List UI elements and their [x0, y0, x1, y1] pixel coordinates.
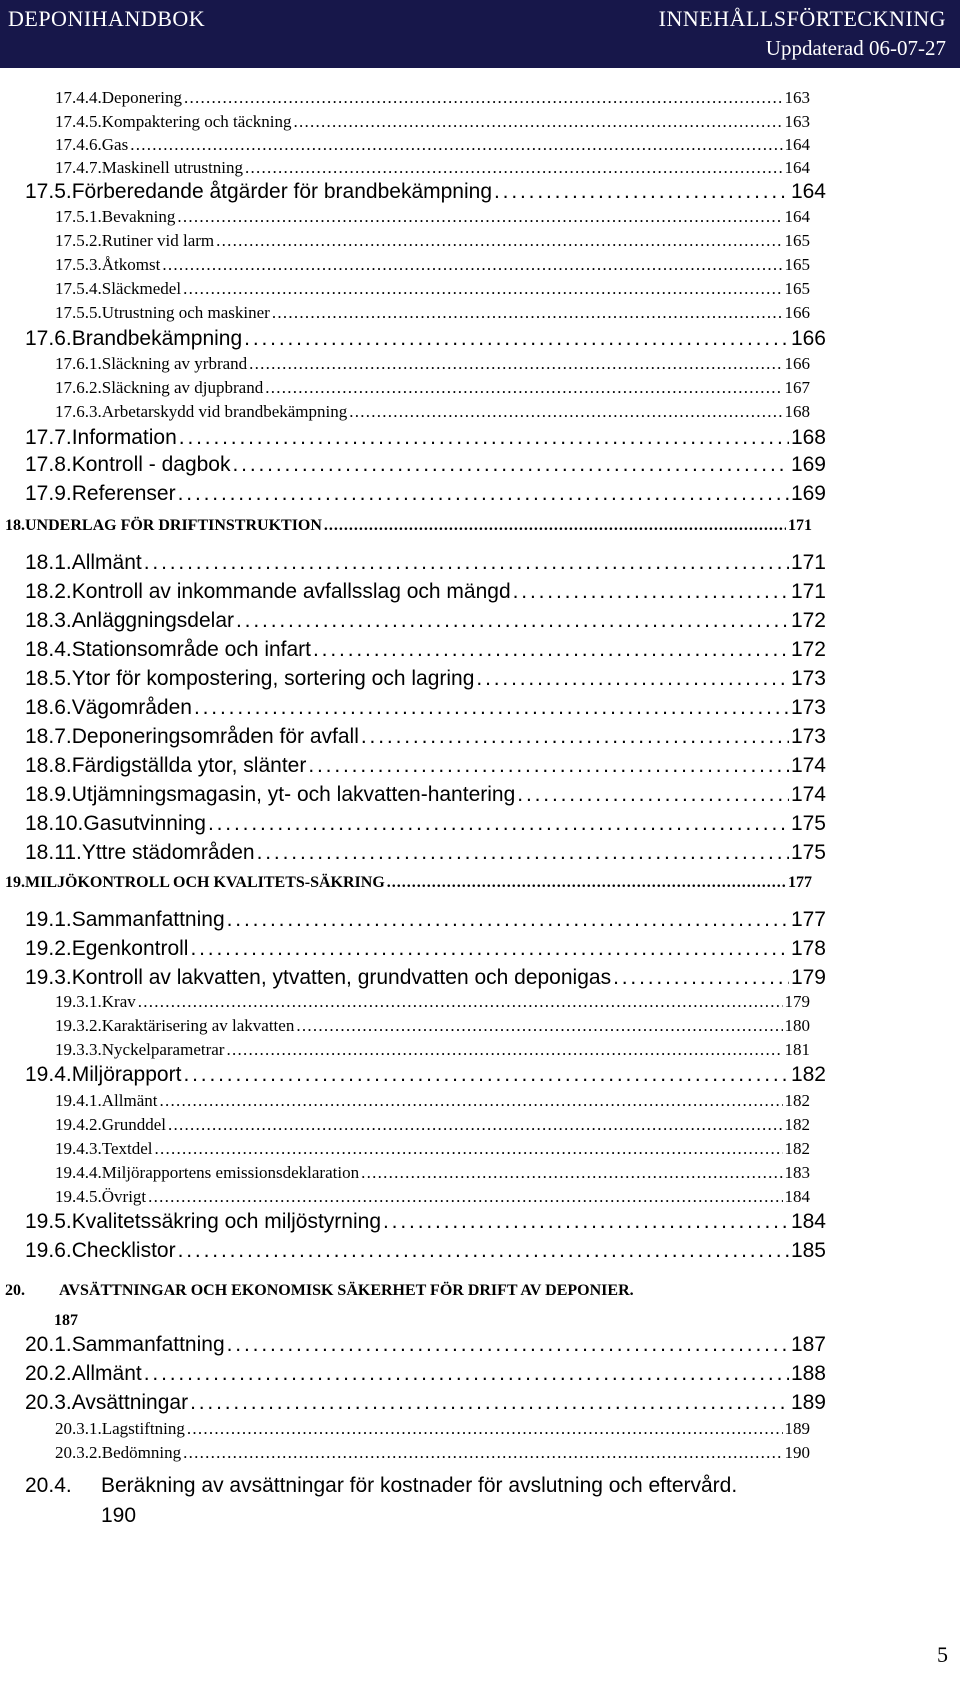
toc-entry-page: 181 — [784, 1040, 810, 1059]
toc-entry[interactable] — [0, 1443, 810, 1467]
toc-entry-title: Släckmedel — [101, 279, 182, 298]
toc-entry-title: Sammanfattning — [71, 1333, 225, 1356]
toc-entry[interactable] — [0, 135, 810, 159]
toc-entry-title: Övrigt — [101, 1187, 147, 1206]
leader-dots — [184, 88, 782, 108]
toc-entry-page: 173 — [790, 696, 826, 719]
toc-entry[interactable] — [0, 667, 826, 696]
leader-dots — [265, 378, 782, 398]
toc-entry-page: 187 — [54, 1312, 78, 1329]
leader-dots — [194, 696, 789, 720]
leader-dots — [383, 1210, 789, 1234]
leader-dots — [249, 354, 782, 374]
leader-dots — [216, 231, 782, 251]
toc-entry[interactable] — [5, 1282, 634, 1329]
toc-entry[interactable] — [0, 402, 810, 426]
toc-entry-title: Utjämningsmagasin, yt- och lakvatten-hantering — [71, 783, 516, 806]
toc-entry-number: 17.6.3. — [55, 402, 102, 421]
toc-entry-number: 19.4.3. — [55, 1139, 102, 1158]
toc-entry-title: Textdel — [101, 1139, 153, 1158]
toc-entry-number: 17.4.6. — [55, 135, 102, 154]
toc-entry-title: Miljörapportens emissionsdeklaration — [101, 1163, 360, 1182]
leader-dots — [387, 874, 786, 892]
toc-entry-page: 165 — [784, 255, 810, 274]
toc-entry-title: Krav — [101, 992, 136, 1011]
toc-entry-page: 189 — [784, 1419, 810, 1438]
leader-dots — [130, 135, 782, 155]
toc-entry-title: Egenkontroll — [71, 937, 189, 960]
toc-entry[interactable] — [0, 1091, 810, 1115]
leader-dots — [144, 551, 789, 575]
toc-entry-number: 18.6. — [25, 696, 72, 719]
toc-entry-number: 17.4.4. — [55, 88, 102, 107]
toc-entry-page: 173 — [790, 725, 826, 748]
toc-entry-number: 20.3.2. — [55, 1443, 102, 1462]
leader-dots — [148, 1187, 782, 1207]
toc-entry-page: 177 — [790, 908, 826, 931]
toc-entry-page: 165 — [784, 279, 810, 298]
toc-entry-title: Släckning av yrbrand — [101, 354, 248, 373]
toc-entry[interactable] — [0, 812, 826, 841]
toc-entry-number: 17.8. — [25, 453, 72, 476]
toc-entry-title: Ytor för kompostering, sortering och lagring — [71, 667, 475, 690]
toc-entry-title: Checklistor — [71, 1239, 176, 1262]
toc-entry[interactable] — [0, 1040, 810, 1064]
toc-entry[interactable] — [0, 207, 810, 231]
toc-entry-page: 167 — [784, 378, 810, 397]
toc-entry[interactable] — [0, 426, 826, 455]
leader-dots — [236, 609, 789, 633]
page-number: 5 — [937, 1642, 948, 1667]
leader-dots — [361, 725, 789, 749]
toc-entry-title: Kontroll av inkommande avfallsslag och mängd — [71, 580, 511, 603]
toc-entry[interactable] — [0, 783, 826, 812]
updated-date: Uppdaterad 06-07-27 — [765, 36, 946, 60]
toc-entry-title: Gasutvinning — [83, 812, 206, 835]
toc-entry-page: 172 — [790, 609, 826, 632]
toc-entry-page: 175 — [790, 841, 826, 864]
leader-dots — [324, 517, 786, 535]
toc-entry-number: 20.4. — [25, 1474, 72, 1497]
toc-entry-title: Maskinell utrustning — [101, 158, 243, 177]
toc-entry-number: 17.6. — [25, 327, 72, 350]
toc-entry-title: Stationsområde och infart — [71, 638, 312, 661]
toc-entry[interactable] — [0, 303, 810, 327]
leader-dots — [494, 180, 789, 204]
leader-dots — [308, 754, 789, 778]
toc-entry-title: Lagstiftning — [101, 1419, 185, 1438]
leader-dots — [162, 255, 782, 275]
leader-dots — [232, 453, 788, 477]
toc-entry[interactable] — [0, 874, 812, 898]
toc-entry-number: 20.1. — [25, 1333, 72, 1356]
toc-entry-number: 19. — [5, 874, 25, 891]
toc-entry-title: Kontroll - dagbok — [71, 453, 231, 476]
toc-entry[interactable] — [0, 1391, 826, 1420]
toc-entry-number: 17.6.1. — [55, 354, 102, 373]
toc-entry-page: 177 — [788, 874, 812, 891]
toc-entry-number: 19.4.1. — [55, 1091, 102, 1110]
leader-dots — [613, 966, 789, 990]
toc-entry-page: 182 — [790, 1063, 826, 1086]
toc-entry[interactable] — [0, 180, 826, 209]
toc-entry-title: Färdigställda ytor, slänter — [71, 754, 307, 777]
toc-entry-title: Kontroll av lakvatten, ytvatten, grundvatten och deponigas — [71, 966, 612, 989]
toc-entry[interactable] — [0, 609, 826, 638]
toc-entry-title: Allmänt — [71, 551, 142, 574]
toc-entry-title: Sammanfattning — [71, 908, 225, 931]
toc-entry-number: 17.6.2. — [55, 378, 102, 397]
toc-entry-number: 18.10. — [25, 812, 84, 835]
toc-entry-title: Anläggningsdelar — [71, 609, 235, 632]
leader-dots — [190, 1391, 789, 1415]
toc-entry-page: 171 — [790, 580, 826, 603]
toc-entry-title: Deponering — [101, 88, 183, 107]
toc-entry[interactable] — [0, 551, 826, 580]
toc-entry-number: 20.3.1. — [55, 1419, 102, 1438]
toc-entry-number: 18. — [5, 517, 25, 534]
toc-entry-title: Allmänt — [101, 1091, 158, 1110]
leader-dots — [179, 426, 789, 450]
leader-dots — [257, 841, 789, 865]
toc-entry-number: 19.4.2. — [55, 1115, 102, 1134]
toc-entry-page: 168 — [790, 426, 826, 449]
leader-dots — [168, 1115, 783, 1135]
toc-entry-title: Kvalitetssäkring och miljöstyrning — [71, 1210, 382, 1233]
toc-entry-title: Rutiner vid larm — [101, 231, 215, 250]
toc-entry-title: Gas — [101, 135, 129, 154]
toc-entry-number: 18.2. — [25, 580, 72, 603]
leader-dots — [245, 158, 783, 178]
toc-entry[interactable] — [0, 1139, 810, 1163]
toc-entry-number: 18.3. — [25, 609, 72, 632]
toc-entry[interactable] — [0, 841, 826, 870]
leader-dots — [513, 580, 789, 604]
toc-entry-page: 179 — [784, 992, 810, 1011]
toc-entry[interactable] — [0, 1210, 826, 1239]
toc-entry-number: 19.3. — [25, 966, 72, 989]
toc-entry-page: 184 — [784, 1187, 810, 1206]
toc-entry-page: 182 — [784, 1091, 810, 1110]
toc-entry-number: 19.5. — [25, 1210, 72, 1233]
toc-entry-number: 20. — [5, 1282, 25, 1299]
toc-entry-page: 189 — [790, 1391, 826, 1414]
toc-entry-page: 166 — [784, 303, 810, 322]
leader-dots — [159, 1091, 782, 1111]
toc-entry-page: 173 — [790, 667, 826, 690]
toc-entry[interactable] — [0, 1063, 826, 1092]
toc-entry[interactable] — [0, 88, 810, 112]
toc-entry-page: 190 — [101, 1504, 137, 1527]
toc-entry-number: 17.9. — [25, 482, 72, 505]
toc-entry[interactable] — [0, 482, 826, 511]
toc-entry-number: 17.4.7. — [55, 158, 102, 177]
toc-entry-number: 17.5.1. — [55, 207, 102, 226]
toc-entry-number: 18.9. — [25, 783, 72, 806]
toc-entry[interactable] — [0, 279, 810, 303]
toc-entry-page: 175 — [790, 812, 826, 835]
leader-dots — [190, 937, 788, 961]
leader-dots — [178, 1239, 789, 1263]
toc-entry-page: 171 — [790, 551, 826, 574]
leader-dots — [227, 908, 789, 932]
toc-entry-title: Karaktärisering av lakvatten — [101, 1016, 295, 1035]
leader-dots — [183, 279, 782, 299]
toc-entry[interactable] — [0, 327, 826, 356]
document-title: DEPONIHANDBOK — [8, 6, 206, 31]
toc-entry-page: 164 — [784, 135, 810, 154]
leader-dots — [183, 1063, 789, 1087]
toc-entry[interactable] — [0, 255, 810, 279]
toc-entry-number: 17.5.2. — [55, 231, 102, 250]
toc-entry-page: 164 — [790, 180, 826, 203]
toc-entry-number: 18.11. — [25, 841, 82, 864]
toc-entry[interactable] — [0, 354, 810, 378]
leader-dots — [361, 1163, 782, 1183]
leader-dots — [226, 1040, 782, 1060]
toc-entry-page: 168 — [784, 402, 810, 421]
toc-entry[interactable] — [0, 908, 826, 937]
leader-dots — [138, 992, 783, 1012]
toc-entry[interactable] — [0, 1362, 826, 1391]
toc-entry-number: 20.3. — [25, 1391, 72, 1414]
toc-entry-page: 165 — [784, 231, 810, 250]
toc-entry-page: 166 — [784, 354, 810, 373]
toc-entry-number: 19.3.2. — [55, 1016, 102, 1035]
toc-entry-number: 19.4.4. — [55, 1163, 102, 1182]
leader-dots — [244, 327, 789, 351]
toc-entry-title: Brandbekämpning — [71, 327, 243, 350]
toc-entry-page: 187 — [790, 1333, 826, 1356]
toc-entry[interactable] — [0, 992, 810, 1016]
toc-entry[interactable] — [0, 1163, 810, 1187]
toc-entry[interactable] — [0, 1333, 826, 1362]
leader-dots — [272, 303, 783, 323]
leader-dots — [296, 1016, 782, 1036]
toc-entry-page: 172 — [790, 638, 826, 661]
leader-dots — [294, 112, 783, 132]
toc-entry[interactable] — [0, 725, 826, 754]
toc-entry[interactable] — [0, 158, 810, 182]
toc-entry[interactable] — [0, 1115, 810, 1139]
toc-entry-number: 18.5. — [25, 667, 72, 690]
toc-entry-number: 19.4. — [25, 1063, 72, 1086]
toc-entry-page: 184 — [790, 1210, 826, 1233]
toc-entry-number: 17.5.4. — [55, 279, 102, 298]
toc-entry-title: Vägområden — [71, 696, 192, 719]
toc-entry-number: 19.1. — [25, 908, 72, 931]
toc-entry-number: 20.2. — [25, 1362, 72, 1385]
leader-dots — [154, 1139, 782, 1159]
toc-entry-page: 164 — [784, 207, 810, 226]
toc-entry-title: Beräkning av avsättningar för kostnader för avslutning och eftervård. — [101, 1474, 738, 1497]
toc-entry-title: Bevakning — [101, 207, 176, 226]
toc-entry-title: Grunddel — [101, 1115, 166, 1134]
toc-entry-number: 17.4.5. — [55, 112, 102, 131]
leader-dots — [313, 638, 789, 662]
toc-entry-title: Miljörapport — [71, 1063, 182, 1086]
leader-dots — [178, 482, 789, 506]
toc-entry[interactable] — [0, 517, 812, 541]
toc-entry[interactable] — [0, 580, 826, 609]
leader-dots — [183, 1443, 782, 1463]
toc-entry-page: 163 — [784, 112, 810, 131]
toc-entry-title: Information — [71, 426, 177, 449]
toc-entry[interactable] — [0, 1419, 810, 1443]
toc-entry-page: 174 — [790, 754, 826, 777]
toc-entry-title: Avsättningar — [71, 1391, 189, 1414]
toc-entry-page: 188 — [790, 1362, 826, 1385]
toc-entry[interactable] — [0, 638, 826, 667]
toc-entry-title: UNDERLAG FÖR DRIFTINSTRUKTION — [25, 517, 322, 534]
leader-dots — [144, 1362, 789, 1386]
toc-entry-title: Kompaktering och täckning — [101, 112, 292, 131]
toc-entry-number: 19.3.1. — [55, 992, 102, 1011]
toc-entry[interactable] — [0, 754, 826, 783]
toc-entry-title: MILJÖKONTROLL OCH KVALITETS-SÄKRING — [25, 874, 385, 891]
toc-entry[interactable] — [0, 1016, 810, 1040]
toc-entry-page: 174 — [790, 783, 826, 806]
leader-dots — [349, 402, 782, 422]
toc-entry-page: 182 — [784, 1139, 810, 1158]
toc-entry-number: 18.1. — [25, 551, 72, 574]
toc-entry-page: 190 — [784, 1443, 810, 1462]
toc-entry-page: 180 — [784, 1016, 810, 1035]
toc-entry-title: Allmänt — [71, 1362, 142, 1385]
toc-entry-number: 18.8. — [25, 754, 72, 777]
leader-dots — [227, 1333, 789, 1357]
toc-entry-number: 18.4. — [25, 638, 72, 661]
toc-entry-title: Arbetarskydd vid brandbekämpning — [101, 402, 348, 421]
toc-entry-page: 171 — [788, 517, 812, 534]
toc-entry[interactable] — [0, 112, 810, 136]
toc-entry[interactable] — [25, 1474, 738, 1527]
toc-entry-number: 19.3.3. — [55, 1040, 102, 1059]
leader-dots — [187, 1419, 783, 1439]
leader-dots — [476, 667, 789, 691]
toc-entry[interactable] — [0, 378, 810, 402]
toc-entry[interactable] — [0, 1187, 810, 1211]
leader-dots — [517, 783, 789, 807]
toc-entry-number: 17.5.3. — [55, 255, 102, 274]
toc-entry-number: 17.5.5. — [55, 303, 102, 322]
toc-entry[interactable] — [0, 453, 826, 482]
leader-dots — [177, 207, 782, 227]
toc-entry-page: 169 — [790, 482, 826, 505]
toc-entry-number: 19.6. — [25, 1239, 72, 1262]
toc-entry-number: 17.7. — [25, 426, 72, 449]
toc-entry-title: Bedömning — [101, 1443, 182, 1462]
toc-entry-page: 163 — [784, 88, 810, 107]
toc-entry-number: 19.2. — [25, 937, 72, 960]
toc-entry-title: Deponeringsområden för avfall — [71, 725, 359, 748]
toc-entry-title: Yttre städområden — [81, 841, 255, 864]
toc-entry[interactable] — [0, 696, 826, 725]
section-title: INNEHÅLLSFÖRTECKNING — [658, 6, 946, 31]
toc-entry-page: 182 — [784, 1115, 810, 1134]
toc-entry-title: Utrustning och maskiner — [101, 303, 270, 322]
toc-entry-page: 164 — [784, 158, 810, 177]
toc-entry-page: 179 — [790, 966, 826, 989]
toc-entry-title: Förberedande åtgärder för brandbekämpning — [71, 180, 492, 203]
toc-entry[interactable] — [0, 937, 826, 966]
toc-entry-title: Släckning av djupbrand — [101, 378, 264, 397]
toc-entry-title: Referenser — [71, 482, 176, 505]
toc-entry-number: 18.7. — [25, 725, 72, 748]
toc-entry[interactable] — [0, 1239, 826, 1268]
toc-entry-title: Åtkomst — [101, 255, 161, 274]
toc-entry-title: AVSÄTTNINGAR OCH EKONOMISK SÄKERHET FÖR DRIFT AV DEPONIER. — [59, 1282, 634, 1299]
toc-entry-page: 185 — [790, 1239, 826, 1262]
toc-entry-page: 166 — [790, 327, 826, 350]
leader-dots — [208, 812, 789, 836]
toc-entry-page: 178 — [790, 937, 826, 960]
toc-entry-number: 19.4.5. — [55, 1187, 102, 1206]
toc-entry-title: Nyckelparametrar — [101, 1040, 225, 1059]
toc-entry[interactable] — [0, 231, 810, 255]
toc-entry-number: 17.5. — [25, 180, 72, 203]
toc-entry-page: 169 — [790, 453, 826, 476]
toc-entry-page: 183 — [784, 1163, 810, 1182]
toc-entry[interactable] — [0, 966, 826, 995]
